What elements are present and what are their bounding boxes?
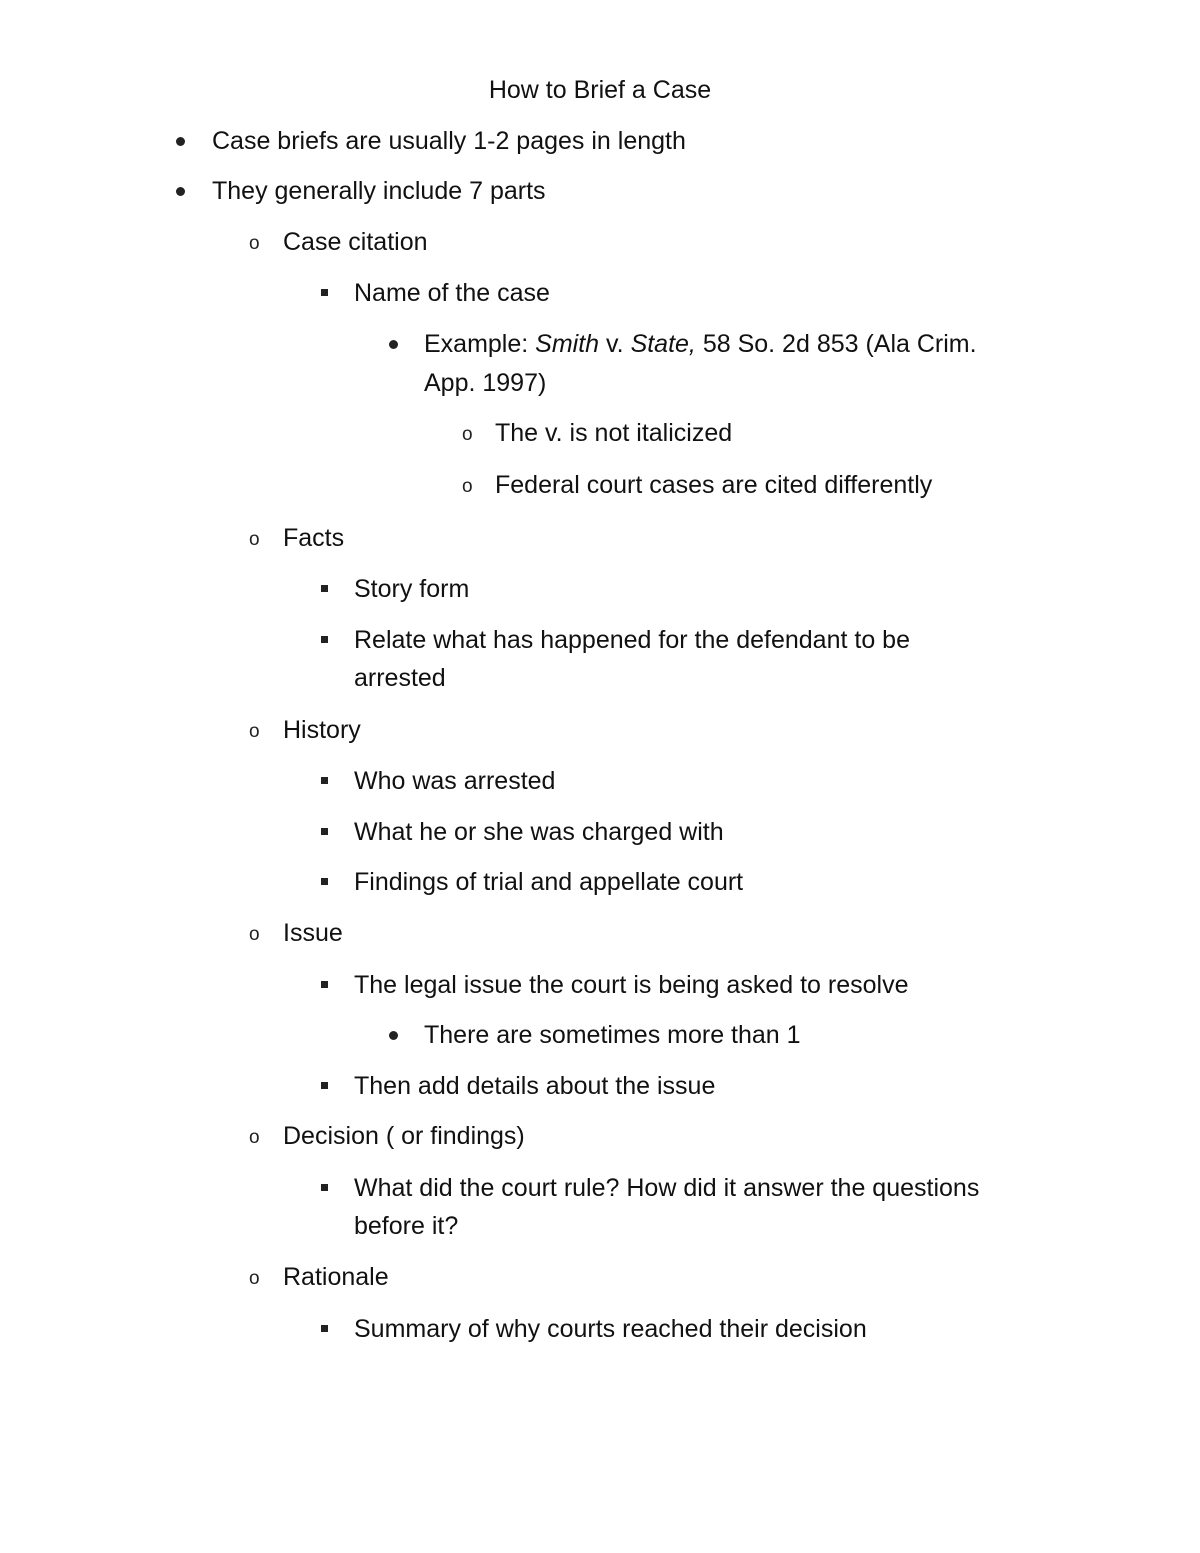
circle-bullet-icon: o [249, 233, 260, 254]
disc-bullet-icon [389, 1031, 398, 1040]
list-item: Summary of why courts reached their decision [354, 1315, 867, 1343]
list-item: The v. is not italicized [495, 419, 733, 447]
list-item: Federal court cases are cited differently [495, 471, 933, 499]
circle-bullet-icon: o [249, 1268, 260, 1289]
versus-text: v. [599, 330, 631, 358]
disc-bullet-icon [176, 137, 185, 146]
disc-bullet-icon [389, 340, 398, 349]
disc-bullet-icon [176, 187, 185, 196]
case-name-smith: Smith [535, 330, 600, 358]
citation-text: 58 So. 2d 853 (Ala Crim. [695, 330, 977, 358]
list-item: There are sometimes more than 1 [424, 1021, 801, 1049]
square-bullet-icon [321, 981, 328, 988]
list-item: Facts [283, 524, 345, 552]
square-bullet-icon [321, 828, 328, 835]
list-item-continuation: before it? [354, 1212, 459, 1240]
circle-bullet-icon: o [462, 424, 473, 445]
list-item: Relate what has happened for the defendant to be [354, 626, 910, 654]
square-bullet-icon [321, 878, 328, 885]
list-item: Findings of trial and appellate court [354, 868, 744, 896]
square-bullet-icon [321, 636, 328, 643]
list-item: History [283, 716, 361, 744]
example-label: Example: [424, 330, 536, 358]
square-bullet-icon [321, 1325, 328, 1332]
list-item: Name of the case [354, 279, 550, 307]
list-item: What did the court rule? How did it answer the questions [354, 1174, 980, 1202]
square-bullet-icon [321, 1184, 328, 1191]
square-bullet-icon [321, 1082, 328, 1089]
list-item [424, 325, 977, 363]
circle-bullet-icon: o [249, 1127, 260, 1148]
circle-bullet-icon: o [249, 529, 260, 550]
list-item: Story form [354, 575, 470, 603]
list-item: They generally include 7 parts [212, 177, 546, 205]
document-title: How to Brief a Case [488, 76, 712, 104]
square-bullet-icon [321, 777, 328, 784]
list-item: Case briefs are usually 1-2 pages in length [212, 127, 686, 155]
list-item: The legal issue the court is being asked to resolve [354, 971, 909, 999]
list-item: Rationale [283, 1263, 389, 1291]
square-bullet-icon [321, 585, 328, 592]
circle-bullet-icon: o [249, 924, 260, 945]
list-item: Then add details about the issue [354, 1072, 716, 1100]
list-item: Who was arrested [354, 767, 556, 795]
list-item: Decision ( or findings) [283, 1122, 525, 1150]
list-item-continuation: arrested [354, 664, 446, 692]
list-item: What he or she was charged with [354, 818, 724, 846]
list-item-continuation: App. 1997) [424, 369, 547, 397]
case-name-state: State, [630, 330, 696, 358]
circle-bullet-icon: o [462, 476, 473, 497]
list-item: Issue [283, 919, 343, 947]
square-bullet-icon [321, 289, 328, 296]
list-item: Case citation [283, 228, 428, 256]
circle-bullet-icon: o [249, 721, 260, 742]
